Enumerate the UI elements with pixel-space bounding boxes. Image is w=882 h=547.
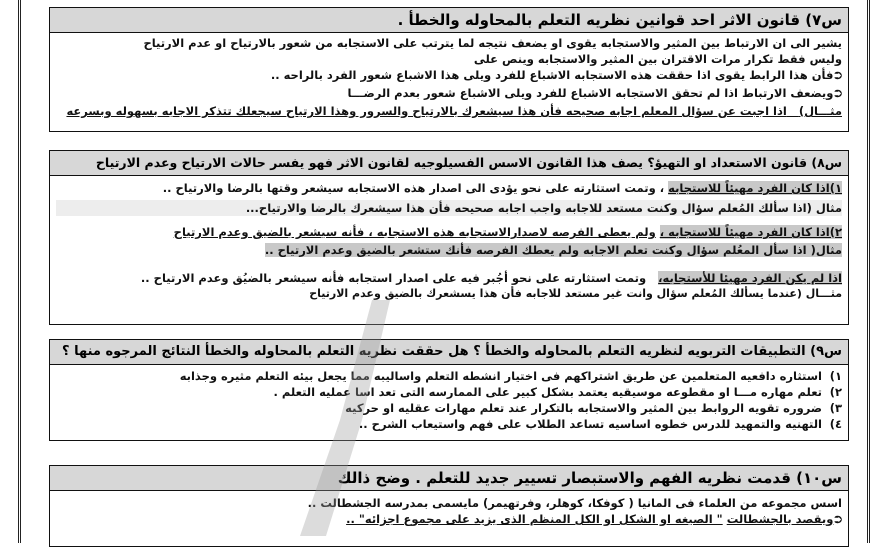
- q7-line-4-text: ويضعف الارتباط اذا لم تحقق الاستجابه الاشباع للفرد ويلى الاشباع شعور بعدم الرضـــا: [347, 86, 834, 100]
- question-8-title: س٨) قانون الاستعداد او التهيؤ؟ يصف هذا القانون الاسس الفسيلوجيه لقانون الاثر فهو يفسر حالات الارتياح وعدم الارتياح: [50, 151, 848, 176]
- q10-line-2-label: ويقصد بالجشطالت: [726, 512, 834, 526]
- q8-case-1-example: مثال (اذا سألك المُعلم سؤال وكنت مستعد للاجابه واجب اجابه صحيحه فأن هذا سيشعرك بالرضا والارتياح...: [56, 200, 842, 216]
- question-9-title: س٩) التطبيقات التربويه لنظريه التعلم بالمحاوله والخطأ ؟ هل حققت نظريه التعلم بالمحاوله والخطأ النتائج المرجوه منها ؟: [50, 340, 848, 365]
- item-number: ١): [829, 369, 842, 383]
- q8-case-3-label: اذا لم يكن الفرد مهيئا للأستجابه،: [658, 271, 842, 285]
- q8-case-1: [56, 180, 842, 196]
- question-9-box: [49, 339, 849, 441]
- q8-case-2-label: ٢)اذا كان الفرد مهيئاً للاستجابه ،: [659, 225, 842, 239]
- question-7-box: [49, 7, 849, 132]
- q8-case-2: [56, 224, 842, 240]
- q10-line-2-text: " الصيغه او الشكل او الكل المنظم الذى يزيد على مجموع اجزائه" ..: [346, 512, 723, 526]
- arrow-bullet-icon: ⮊: [834, 515, 842, 526]
- q8-case-1-text: ، وتمت استثارته على نحو يؤدى الى اصدار هذه الاستجابه سيشعر وقتها بالرضا والارتياح ..: [162, 181, 665, 195]
- q7-line-1: يشير الى ان الارتباط بين المثير والاستجابه يقوى او يضعف نتيجه لما يترتب على الاستجابه من شعور بالارتياح او عدم الارتياح: [143, 36, 842, 50]
- example-label: مثـــال): [798, 104, 842, 118]
- q8-case-2-text: ولم يعطى الفرصه لاصدارالاستجابه هذه الاستجابه ، فأنه سيشعر بالضيق وعدم الارتياح: [173, 225, 656, 239]
- q7-line-2: وليس فقط تكرار مرات الاقتران بين المثير والاستجابه وينص على: [473, 52, 842, 66]
- q9-item-4: [56, 416, 842, 432]
- arrow-bullet-icon: ⮊: [834, 71, 842, 82]
- item-number: ٢): [829, 385, 842, 399]
- q10-line-1: اسس مجموعه من العلماء فى المانيا ( كوفكا، كوهلر، وفرتهيمر) مايسمى بمدرسه الجشطالت ..: [307, 496, 842, 510]
- q8-case-3-text: وتمت استثارته على نحو أجُبر فيه على اصدار استجابه فأنه سيشعر بالضيُق وعدم الارتياح ..: [140, 271, 647, 285]
- question-8-box: [49, 150, 849, 325]
- question-10-title: س١٠) قدمت نظريه الفهم والاستبصار تسيير جديد للتعلم . وضح ذالك: [50, 466, 848, 491]
- example-text: اذا اجبت عن سؤال المعلم اجابه صحيحه فأن هذا سيشعرك بالارتياح والسرور وهذا الارتياح سيجعلك تتذكر الاجابه بسهوله وبسرعه: [66, 104, 787, 118]
- arrow-bullet-icon: ⮊: [834, 89, 842, 100]
- q8-case-2-example: مثال( اذا سأل المعُلم سؤال وكنت تعلم الاجابه ولم يعطك الفرصه فأنك ستشعر بالضيق وعدم الارتياح ..: [264, 243, 842, 257]
- q8-case-1-label: ١)اذا كان الفرد مهيئاً للاستجابه: [668, 181, 842, 195]
- q7-line-3: [56, 67, 842, 85]
- item-number: ٤): [829, 417, 842, 431]
- q7-line-4: [56, 85, 842, 103]
- item-text: استثاره دافعيه المتعلمين عن طريق اشتراكهم فى اختيار انشطه التعلم واساليبه مما يجعل بيئه التعلم مثيره وجذابه: [179, 369, 822, 383]
- q7-example: [56, 103, 842, 119]
- item-text: ضروره تقويه الروابط بين المثير والاستجابه بالتكرار عند تعلم مهارات عقليه او حركيه: [345, 401, 822, 415]
- q10-line-2: [56, 511, 842, 529]
- item-number: ٣): [829, 401, 842, 415]
- q8-case-2-example-line: [56, 242, 842, 258]
- item-text: التهنيه والتمهيد للدرس خطوه اساسيه تساعد الطلاب على فهم واستيعاب الشرح ..: [358, 417, 822, 431]
- q9-item-1: [56, 368, 842, 384]
- q7-line-3-text: فأن هذا الرابط يقوى اذا حققت هذه الاستجابه الاشباع للفرد ويلى هذا الاشباع شعور الفرد بالراحه ..: [270, 68, 834, 82]
- q8-case-3: [56, 270, 842, 286]
- q8-case-3-example: مثـــال (عندما يسألك المُعلم سؤال وانت غير مستعد للاجابه فأن هذا يسشعرك بالضيق وعدم الارتياح: [309, 287, 842, 300]
- item-text: تعلم مهاره مـــا او مقطوعه موسيقيه يعتمد بشكل كبير على الممارسه التى تعد اسا عمليه التعلم .: [273, 385, 822, 399]
- q9-item-2: [56, 384, 842, 400]
- q9-item-3: [56, 400, 842, 416]
- question-7-title: س٧) قانون الاثر احد قوانين نظريه التعلم بالمحاوله والخطأ .: [50, 8, 848, 33]
- question-10-box: [49, 465, 849, 547]
